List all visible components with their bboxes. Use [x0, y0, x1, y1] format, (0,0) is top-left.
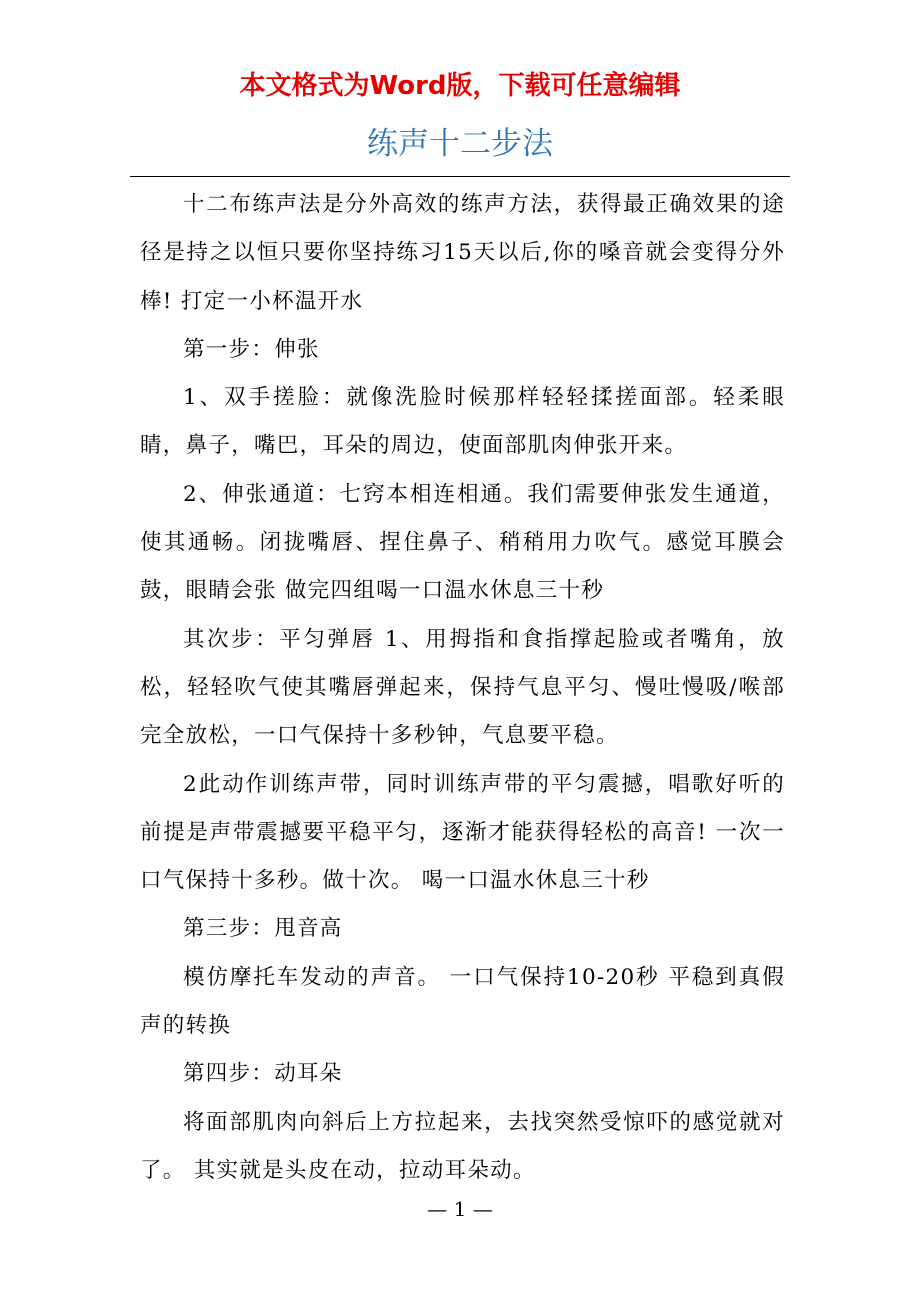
- paragraph-intro: 十二布练声法是分外高效的练声方法，获得最正确效果的途径是持之以恒只要你坚持练习15天以后,你的嗓音就会变得分外棒! 打定一小杯温开水: [140, 192, 785, 314]
- document-title: 练声十二步法: [367, 126, 553, 162]
- title-divider: [130, 176, 790, 177]
- paragraph-step2-item1: 其次步：平匀弹唇 1、用拇指和食指撑起脸或者嘴角，放松，轻轻吹气使其嘴唇弹起来，保持气息平匀、慢吐慢吸/喉部完全放松，一口气保持十多秒钟，气息要平稳。: [140, 626, 785, 749]
- paragraph-step3: 模仿摩托车发动的声音。 一口气保持10-20秒 平稳到真假声的转换: [140, 964, 785, 1039]
- step-heading-1: 第一步：伸张: [183, 336, 320, 362]
- page-number: — 1 —: [427, 1197, 493, 1221]
- step-heading-4: 第四步：动耳朵: [183, 1061, 343, 1087]
- download-banner: 本文格式为Word版，下载可任意编辑: [239, 71, 681, 101]
- paragraph-step1-item1: 1、双手搓脸：就像洗脸时候那样轻轻揉搓面部。轻柔眼睛，鼻子，嘴巴，耳朵的周边，使面部肌肉伸张开来。: [140, 385, 785, 459]
- document-body: [140, 181, 785, 1195]
- paragraph-step1-item2: 2、伸张通道：七窍本相连相通。我们需要伸张发生通道，使其通畅。闭拢嘴唇、捏住鼻子、稍稍用力吹气。感觉耳膜会鼓，眼睛会张 做完四组喝一口温水休息三十秒: [140, 481, 785, 604]
- paragraph-step4: 将面部肌肉向斜后上方拉起来，去找突然受惊吓的感觉就对了。 其实就是头皮在动，拉动耳朵动。: [140, 1109, 785, 1183]
- step-heading-3: 第三步：甩音高: [183, 916, 343, 942]
- paragraph-step2-item2: 2此动作训练声带，同时训练声带的平匀震撼，唱歌好听的前提是声带震撼要平稳平匀，逐渐才能获得轻松的高音! 一次一口气保持十多秒。做十次。 喝一口温水休息三十秒: [140, 771, 785, 894]
